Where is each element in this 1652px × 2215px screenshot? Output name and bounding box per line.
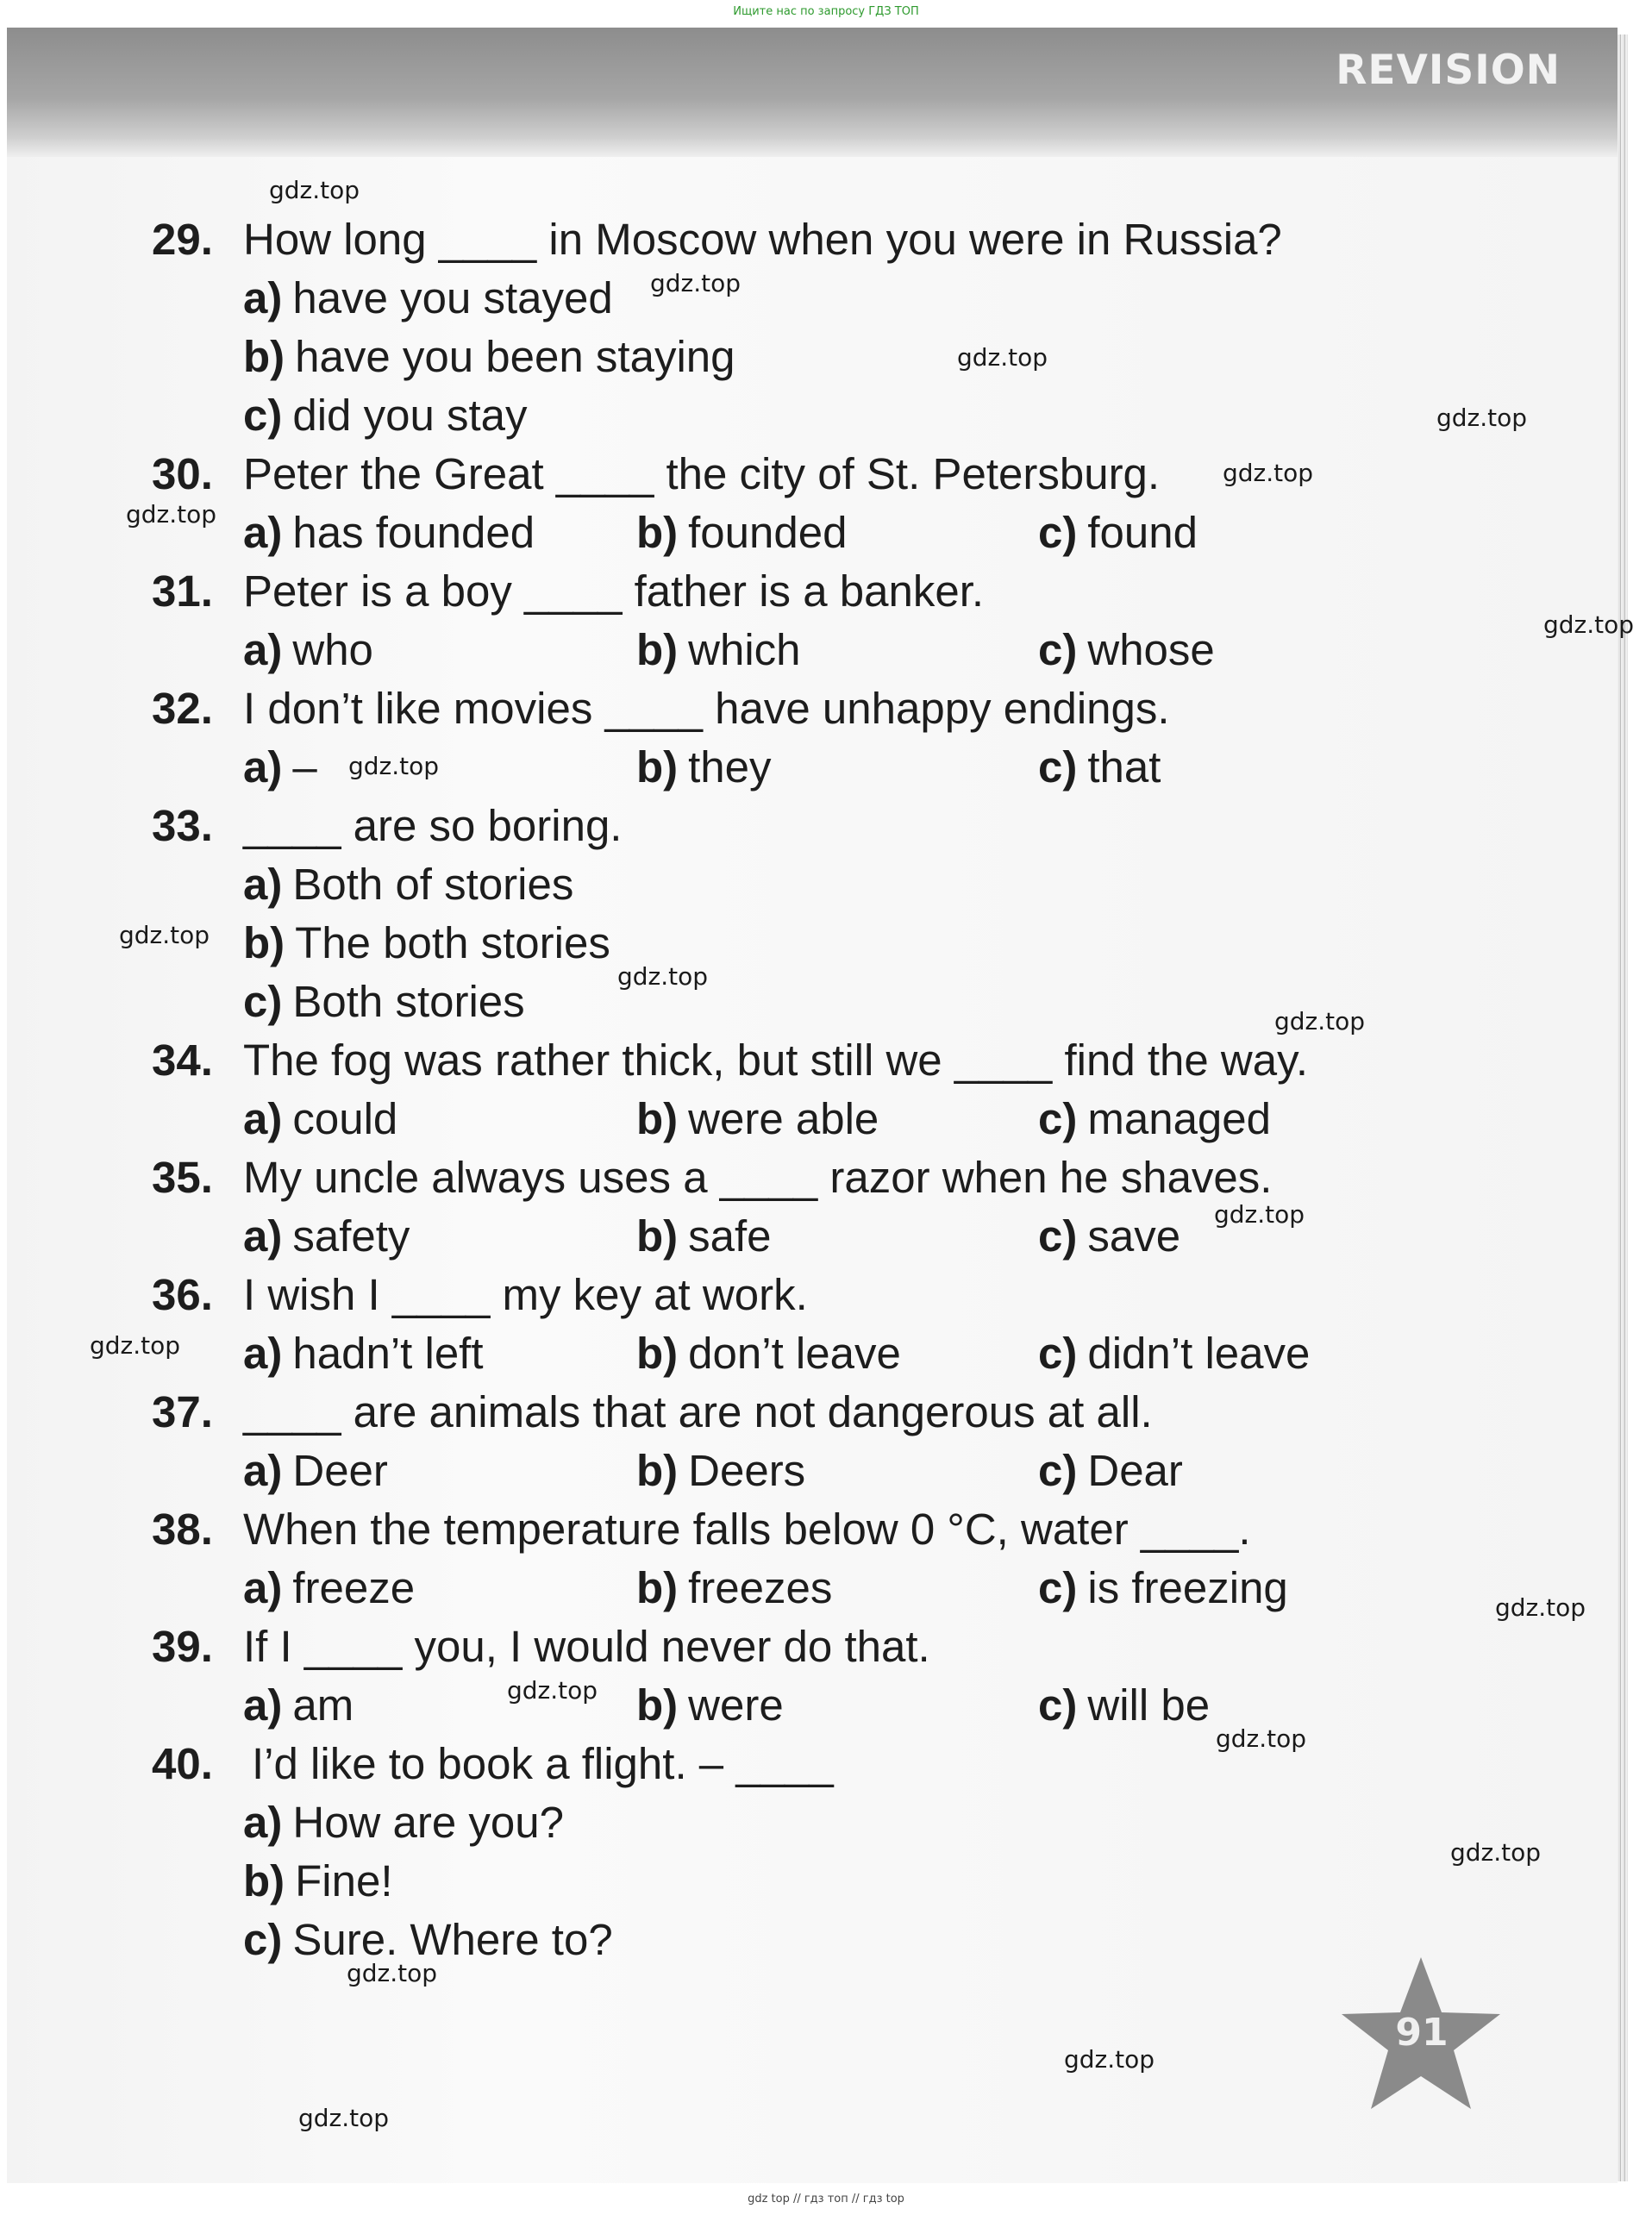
- question-number: 38.: [152, 1505, 213, 1554]
- option-b[interactable]: b) Fine!: [243, 1856, 393, 1905]
- option-a[interactable]: a) has founded: [243, 508, 535, 557]
- question-text: I don’t like movies ____ have unhappy endings.: [243, 684, 1170, 733]
- watermark: gdz.top: [1214, 1200, 1305, 1229]
- watermark: gdz.top: [347, 1959, 438, 1987]
- question-number: 36.: [152, 1270, 213, 1319]
- watermark: gdz.top: [1436, 404, 1528, 432]
- top-search-link[interactable]: Ищите нас по запросу ГДЗ ТОП: [733, 5, 919, 18]
- option-a[interactable]: a) –: [243, 742, 317, 792]
- watermark: gdz.top: [1223, 459, 1314, 487]
- watermark: gdz.top: [650, 269, 742, 297]
- option-b[interactable]: b) safe: [636, 1211, 772, 1261]
- option-a[interactable]: a) Both of stories: [243, 860, 574, 909]
- option-c[interactable]: c) Sure. Where to?: [243, 1915, 613, 1964]
- question-text: The fog was rather thick, but still we ____ find the way.: [243, 1036, 1309, 1085]
- option-c[interactable]: c) Both stories: [243, 977, 525, 1026]
- watermark: gdz.top: [507, 1676, 598, 1705]
- option-b[interactable]: b) which: [636, 625, 801, 674]
- watermark: gdz.top: [298, 2104, 390, 2132]
- question-text: ____ are so boring.: [243, 801, 623, 850]
- option-b[interactable]: b) founded: [636, 508, 848, 557]
- option-a[interactable]: a) How are you?: [243, 1798, 565, 1847]
- option-a[interactable]: a) safety: [243, 1211, 410, 1261]
- watermark: gdz.top: [1450, 1838, 1542, 1867]
- option-a[interactable]: a) have you stayed: [243, 273, 613, 322]
- option-c[interactable]: c) didn’t leave: [1038, 1329, 1311, 1378]
- option-a[interactable]: a) could: [243, 1094, 398, 1143]
- option-c[interactable]: c) managed: [1038, 1094, 1272, 1143]
- bottom-site-links[interactable]: gdz top // гдз топ // гдз top: [748, 2193, 904, 2206]
- question-number: 29.: [152, 215, 213, 264]
- header-band: [7, 28, 1618, 157]
- section-title: REVISION: [1336, 47, 1561, 94]
- watermark: gdz.top: [1495, 1593, 1586, 1622]
- option-b[interactable]: b) The both stories: [243, 918, 610, 967]
- watermark: gdz.top: [1216, 1724, 1307, 1753]
- option-c[interactable]: c) Dear: [1038, 1446, 1183, 1495]
- question-text: I’d like to book a flight. – ____: [252, 1739, 834, 1788]
- question-text: Peter is a boy ____ father is a banker.: [243, 566, 985, 616]
- option-a[interactable]: a) Deer: [243, 1446, 388, 1495]
- option-c[interactable]: c) will be: [1038, 1680, 1211, 1730]
- question-number: 31.: [152, 566, 213, 616]
- option-a[interactable]: a) hadn’t left: [243, 1329, 484, 1378]
- option-a[interactable]: a) freeze: [243, 1563, 416, 1612]
- option-c[interactable]: c) save: [1038, 1211, 1181, 1261]
- page-number: 91: [1395, 2011, 1449, 2055]
- question-text: If I ____ you, I would never do that.: [243, 1622, 930, 1671]
- watermark: gdz.top: [957, 343, 1048, 372]
- option-b[interactable]: b) have you been staying: [243, 332, 735, 381]
- watermark: gdz.top: [1064, 2045, 1155, 2074]
- option-c[interactable]: c) did you stay: [243, 391, 528, 440]
- question-number: 33.: [152, 801, 213, 850]
- question-text: Peter the Great ____ the city of St. Petersburg.: [243, 449, 1161, 498]
- question-number: 32.: [152, 684, 213, 733]
- question-text: How long ____ in Moscow when you were in Russia?: [243, 215, 1282, 264]
- question-number: 40.: [152, 1739, 213, 1788]
- question-number: 37.: [152, 1387, 213, 1436]
- question-number: 35.: [152, 1153, 213, 1202]
- option-c[interactable]: c) found: [1038, 508, 1198, 557]
- question-number: 30.: [152, 449, 213, 498]
- question-number: 39.: [152, 1622, 213, 1671]
- question-text: My uncle always uses a ____ razor when he shaves.: [243, 1153, 1273, 1202]
- watermark: gdz.top: [348, 752, 440, 780]
- option-c[interactable]: c) whose: [1038, 625, 1215, 674]
- option-b[interactable]: b) were: [636, 1680, 784, 1730]
- option-c[interactable]: c) is freezing: [1038, 1563, 1288, 1612]
- question-text: I wish I ____ my key at work.: [243, 1270, 808, 1319]
- option-a[interactable]: a) am: [243, 1680, 354, 1730]
- watermark: gdz.top: [119, 921, 210, 949]
- option-b[interactable]: b) freezes: [636, 1563, 833, 1612]
- watermark: gdz.top: [126, 500, 217, 529]
- option-c[interactable]: c) that: [1038, 742, 1161, 792]
- watermark: gdz.top: [1543, 610, 1635, 639]
- question-number: 34.: [152, 1036, 213, 1085]
- watermark: gdz.top: [90, 1331, 181, 1360]
- question-text: When the temperature falls below 0 °C, water ____.: [243, 1505, 1251, 1554]
- option-b[interactable]: b) they: [636, 742, 772, 792]
- option-b[interactable]: b) don’t leave: [636, 1329, 901, 1378]
- option-b[interactable]: b) Deers: [636, 1446, 806, 1495]
- watermark: gdz.top: [617, 962, 709, 991]
- question-text: ____ are animals that are not dangerous at all.: [243, 1387, 1153, 1436]
- option-a[interactable]: a) who: [243, 625, 373, 674]
- option-b[interactable]: b) were able: [636, 1094, 879, 1143]
- watermark: gdz.top: [269, 176, 360, 204]
- watermark: gdz.top: [1274, 1007, 1366, 1036]
